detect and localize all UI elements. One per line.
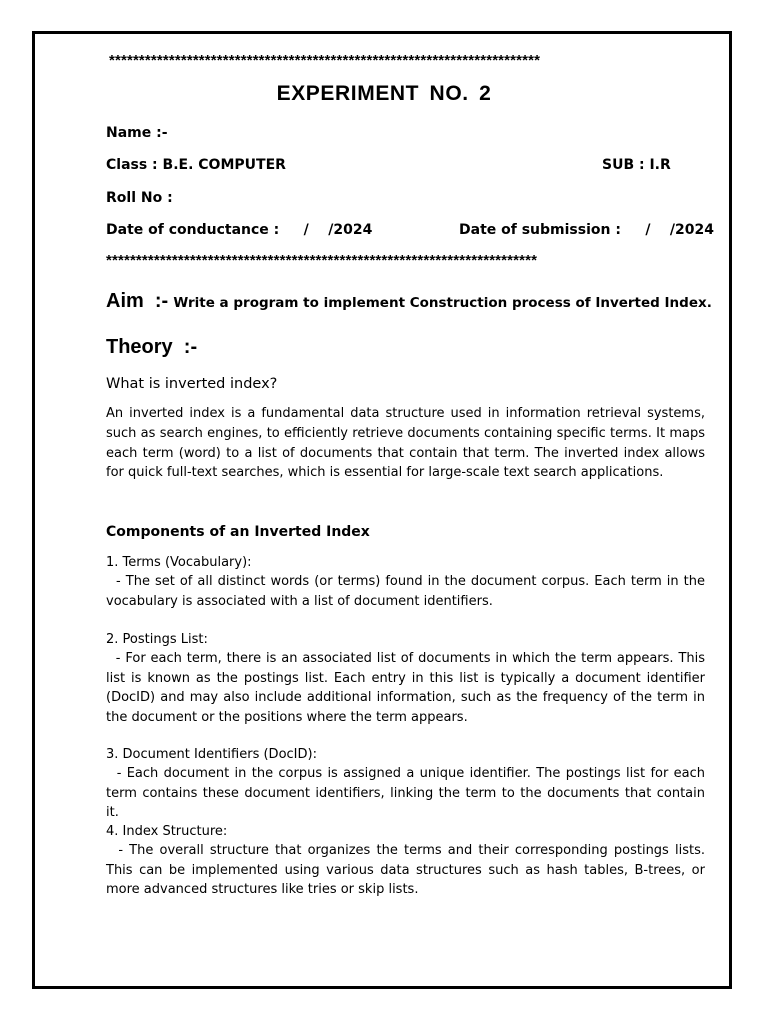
components-heading: Components of an Inverted Index: [106, 524, 370, 540]
component-item-document-identifiers: [106, 745, 710, 823]
theory-question: What is inverted index?: [106, 376, 278, 392]
top-star-divider: ************************************************************************: [109, 52, 541, 69]
component-description: - For each term, there is an associated list of documents in which the term appears. This list is known as the postings list. Each entry in this list is typically a document identifier (DocID) and may also include additional information, such as the frequency of the term in the document or the positions where the term appears.: [106, 651, 710, 725]
aim-label: Aim :-: [106, 290, 169, 312]
component-item-postings-list: [106, 630, 710, 727]
component-title: 1. Terms (Vocabulary):: [106, 555, 252, 570]
subject-field: SUB : I.R: [602, 157, 671, 173]
component-description: - The set of all distinct words (or terms) found in the document corpus. Each term in the vocabulary is associated with a list of document identifiers.: [106, 574, 710, 609]
component-title: 3. Document Identifiers (DocID):: [106, 747, 317, 762]
aim-text: Write a program to implement Construction process of Inverted Index.: [173, 295, 712, 311]
bottom-star-divider: ************************************************************************: [106, 252, 538, 269]
component-description: - Each document in the corpus is assigned a unique identifier. The postings list for each term contains these document identifiers, linking the term to the documents that contain it.: [106, 766, 710, 821]
component-item-index-structure: [106, 822, 710, 900]
roll-number-field: Roll No :: [106, 190, 173, 206]
date-of-submission-field: Date of submission : / /2024: [459, 222, 715, 238]
aim-section: [106, 290, 712, 313]
component-description: - The overall structure that organizes the terms and their corresponding postings lists. This can be implemented using various data structures such as hash tables, B-trees, or more advanced structures like tries or skip lists.: [106, 843, 710, 898]
class-field: Class : B.E. COMPUTER: [106, 157, 286, 173]
component-title: 2. Postings List:: [106, 632, 208, 647]
component-title: 4. Index Structure:: [106, 824, 228, 839]
date-of-conductance-field: Date of conductance : / /2024: [106, 222, 373, 238]
theory-paragraph: An inverted index is a fundamental data structure used in information retrieval systems, such as search engines, to efficiently retrieve documents containing specific terms. It maps each term (word) to a list of documents that contain that term. The inverted index allows for quick full-text searches, which is essential for large-scale text search applications.: [106, 406, 705, 481]
component-item-terms: [106, 553, 710, 611]
theory-heading: Theory :-: [106, 336, 198, 358]
experiment-title: EXPERIMENT NO. 2: [276, 82, 492, 105]
name-field: Name :-: [106, 125, 168, 141]
